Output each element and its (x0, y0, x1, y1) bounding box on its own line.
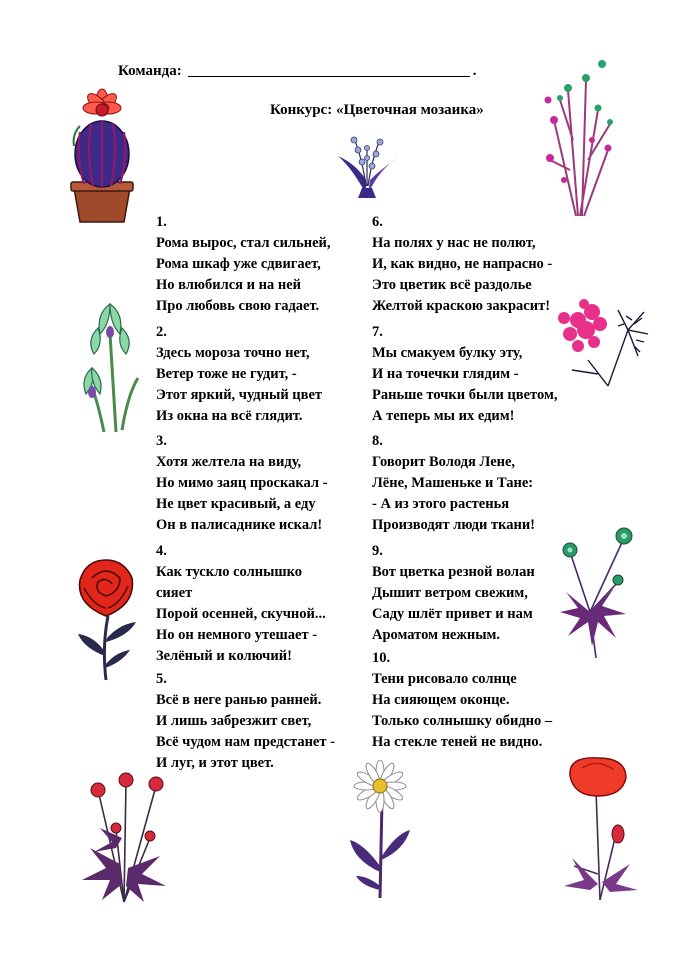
riddle-line: Порой осенней, скучной... (156, 606, 326, 622)
riddle-line: Зелёный и колючий! (156, 648, 292, 664)
riddle-line: Раньше точки были цветом, (372, 387, 558, 403)
riddle-number: 5. (156, 671, 167, 687)
riddle-9 (372, 541, 535, 646)
mimosa-icon (548, 290, 652, 390)
riddle-line: Мы смакуем булку эту, (372, 345, 523, 361)
riddle-number: 6. (372, 214, 383, 230)
contest-title: Конкурс: «Цветочная мозаика» (270, 102, 484, 118)
riddle-line: На полях у нас не полют, (372, 235, 536, 251)
riddle-line: И на точечки глядим - (372, 366, 519, 382)
riddle-number: 2. (156, 324, 167, 340)
riddle-line: И луг, и этот цвет. (156, 755, 274, 771)
riddle-7 (372, 322, 557, 427)
red-wildflowers-icon (76, 768, 172, 904)
riddle-line: Не цвет красивый, а еду (156, 496, 316, 512)
riddle-line: Как тускло солнышко (156, 564, 303, 580)
riddle-10 (372, 648, 552, 753)
riddle-number: 7. (372, 324, 383, 340)
riddle-number: 1. (156, 214, 167, 230)
riddle-line: Ветер тоже не гудит, - (156, 366, 297, 382)
iris-icon (76, 294, 142, 434)
riddle-line: Это цветик всё раздолье (372, 277, 532, 293)
riddle-line: Рома шкаф уже сдвигает, (156, 256, 321, 272)
riddle-3 (156, 431, 327, 536)
riddle-line: Ароматом нежным. (372, 627, 501, 643)
riddle-line: На стекле теней не видно. (372, 734, 543, 750)
riddle-line: - А из этого растенья (372, 496, 510, 512)
team-line (118, 62, 476, 80)
riddle-line: И лишь забрезжит свет, (156, 713, 312, 729)
riddle-line: Только солнышку обидно – (372, 713, 553, 729)
rose-icon (72, 556, 142, 682)
riddle-line: Но он немного утешает - (156, 627, 318, 643)
riddle-line: И, как видно, не напрасно - (372, 256, 553, 272)
team-label: Команда: (118, 63, 182, 79)
riddle-number: 8. (372, 433, 383, 449)
riddle-line: Желтой краскою закрасит! (372, 298, 551, 314)
team-name-blank[interactable] (188, 62, 470, 77)
riddle-line: Тени рисовало солнце (372, 671, 517, 687)
riddle-line: А теперь мы их едим! (372, 408, 515, 424)
riddle-line: Лёне, Машеньке и Тане: (372, 475, 534, 491)
riddle-line: Этот яркий, чудный цвет (156, 387, 323, 403)
riddle-line: Про любовь свою гадает. (156, 298, 320, 314)
riddle-6 (372, 212, 552, 317)
riddle-line: Он в палисаднике искал! (156, 517, 323, 533)
riddle-line: Рома вырос, стал сильней, (156, 235, 331, 251)
riddle-4 (156, 541, 326, 667)
riddle-line: Здесь мороза точно нет, (156, 345, 310, 361)
team-line-end: . (472, 63, 477, 79)
flowering-sprigs-icon (540, 50, 618, 218)
riddle-number: 3. (156, 433, 167, 449)
geranium-icon (556, 522, 636, 660)
riddle-line: Но влюбился и на ней (156, 277, 302, 293)
riddle-line: сияет (156, 585, 193, 601)
chamomile-icon (340, 760, 420, 900)
riddle-line: Дышит ветром свежим, (372, 585, 528, 601)
riddle-line: На сияющем оконце. (372, 692, 510, 708)
riddle-8 (372, 431, 535, 536)
riddle-line: Но мимо заяц проскакал - (156, 475, 328, 491)
riddle-5 (156, 669, 335, 774)
riddle-1 (156, 212, 331, 317)
riddle-2 (156, 322, 322, 427)
riddle-number: 9. (372, 543, 383, 559)
riddle-line: Всё чудом нам предстанет - (156, 734, 335, 750)
riddle-line: Всё в неге ранью ранней. (156, 692, 322, 708)
riddle-number: 10. (372, 650, 391, 666)
riddle-number: 4. (156, 543, 167, 559)
riddle-line: Производят люди ткани! (372, 517, 536, 533)
cactus-icon (62, 88, 142, 226)
lily-of-the-valley-icon (332, 128, 402, 198)
riddle-line: Хотя желтела на виду, (156, 454, 302, 470)
riddle-line: Говорит Володя Лене, (372, 454, 516, 470)
riddle-line: Саду шлёт привет и нам (372, 606, 533, 622)
poppy-icon (560, 754, 642, 902)
riddle-line: Вот цветка резной волан (372, 564, 535, 580)
riddle-line: Из окна на всё глядит. (156, 408, 303, 424)
